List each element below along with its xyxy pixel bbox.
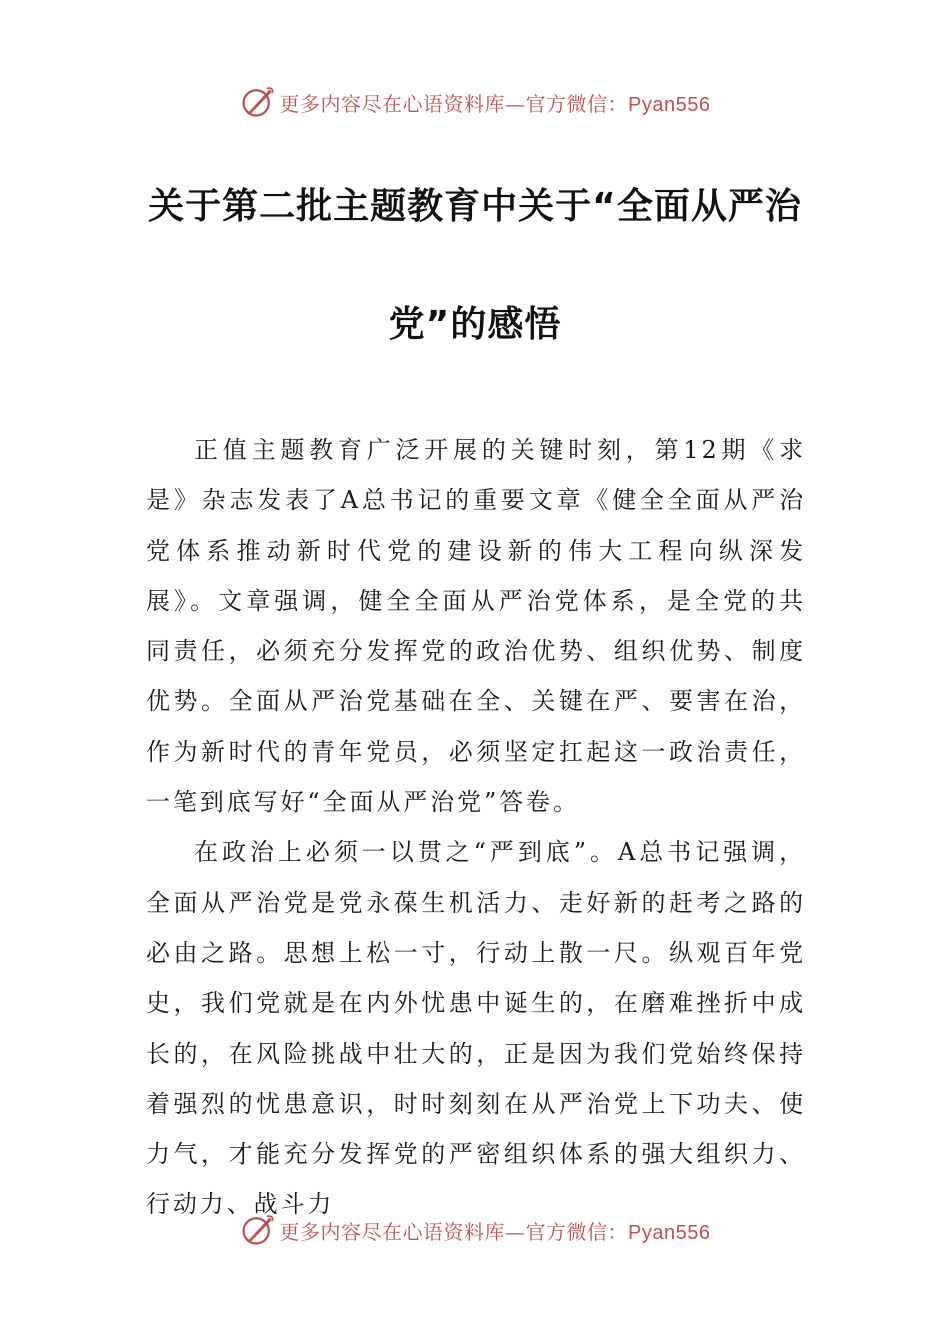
document-title-line-1: 关于第二批主题教育中关于“全面从严治 [148,186,802,227]
paragraph: 正值主题教育广泛开展的关键时刻，第12期《求是》杂志发表了A总书记的重要文章《健全全面从严治党体系推动新时代党的建设新的伟大工程向纵深发展》。文章强调，健全全面从严治党体系，是全党的共同责任，必须充分发挥党的政治优势、组织优势、制度优势。全面从严治党基础在全、关键在严、要害在治，作为新时代的青年党员，必须坚定扛起这一政治责任，一笔到底写好“全面从严治党”答卷。 [146,436,806,817]
document-body [146,425,806,1230]
watermark-banner-bottom [0,1210,950,1250]
paragraph: 在政治上必须一以贯之“严到底”。A总书记强调，全面从严治党是党永葆生机活力、走好新的赶考之路的必由之路。思想上松一寸，行动上散一尺。纵观百年党史，我们党就是在内外忧患中诞生的，在磨难挫折中成长的，在风险挑战中壮大的，正是因为我们党始终保持着强烈的忧患意识，时时刻刻在从严治党上下功夫、使力气，才能充分发挥党的严密组织体系的强大组织力、行动力、战斗力 [146,838,806,1219]
watermark-text: 更多内容尽在心语资料库—官方微信：Pyan556 [279,91,711,116]
quill-pen-logo-icon [240,84,276,120]
wechat-id: Pyan556 [628,1221,711,1244]
quill-pen-logo-icon [240,1212,276,1248]
wechat-id: Pyan556 [628,93,711,116]
document-title-line-2: 党”的感悟 [388,304,562,345]
watermark-banner-top [0,82,950,122]
watermark-text: 更多内容尽在心语资料库—官方微信：Pyan556 [279,1219,711,1244]
